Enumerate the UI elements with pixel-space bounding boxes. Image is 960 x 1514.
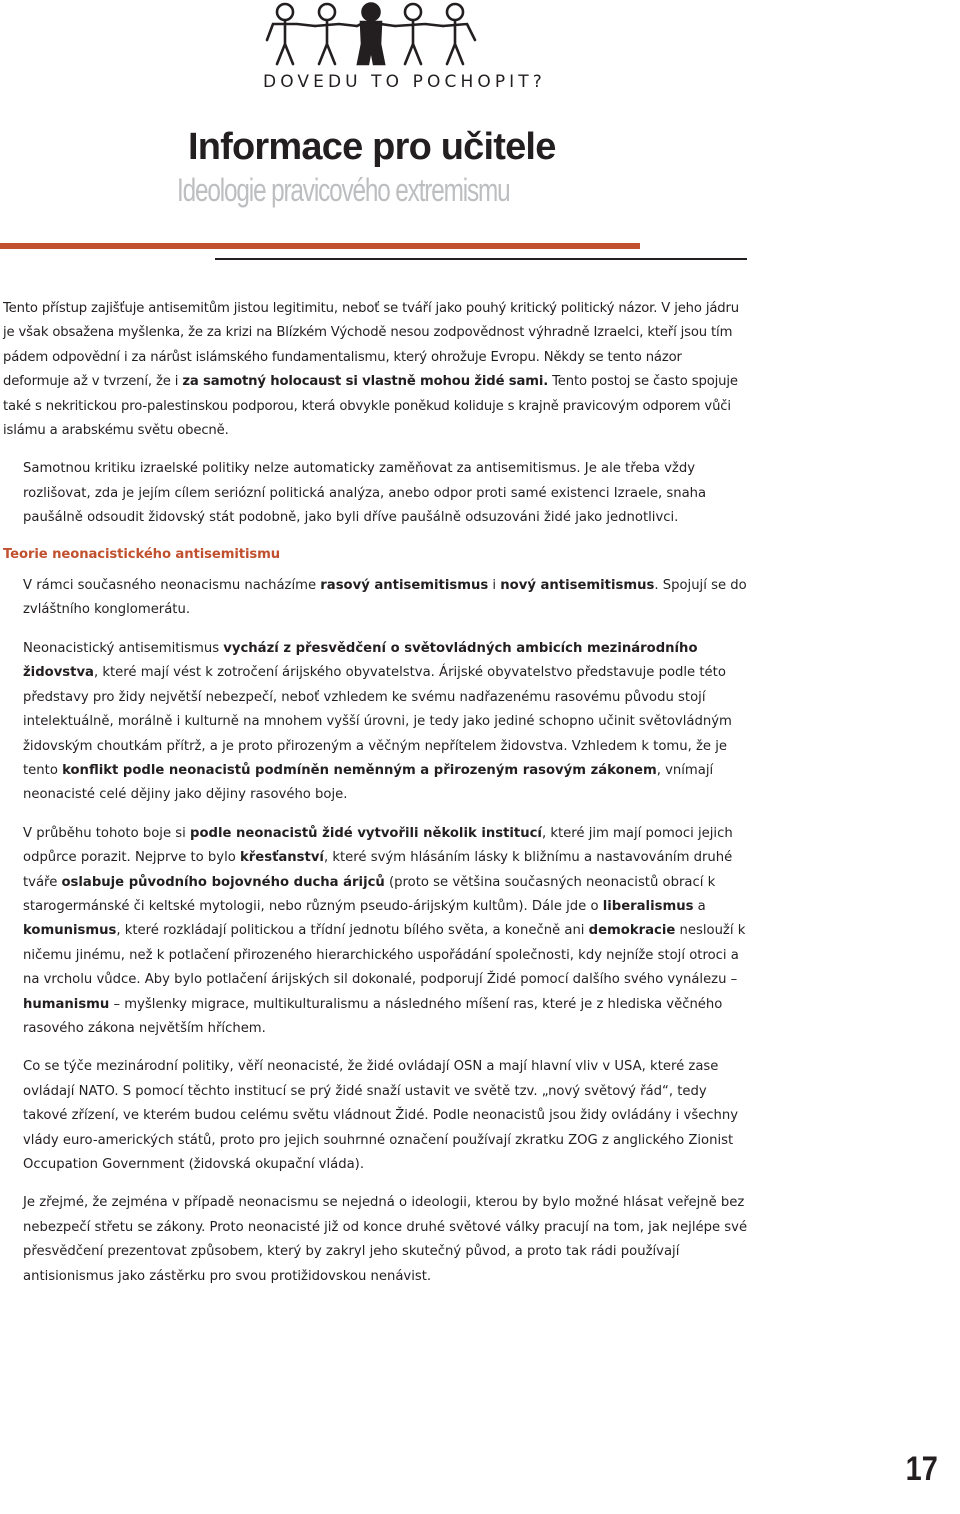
article-body [3,297,749,1289]
people-holding-hands-icon [263,0,495,68]
text-run: , vnímají neonacisté celé dějiny jako dějiny rasového boje. [23,762,714,803]
text-run: Tento postoj se často spojuje také s nekritickou pro-palestinskou podporou, která obvykle poněkud koliduje s krajně pravicovým odporem vůči islámu a arabskému světu obecně. [3,374,738,439]
text-run: Neonacistický antisemitismus [23,640,224,656]
paragraph-antizionism: Je zřejmé, že zejména v případě neonacismu se nejedná o ideologii, kterou by bylo možné hlásat veřejně bez nebezpečí střetu se zákony. Proto neonacisté již od konce druhé světové války pracují na tom, jak nejlépe své přesvědčení prezentovat způsobem, který by zakryl jeho skutečný původ, a proto tak rádi používají antisionismus jako zástěrku pro svou protižidovskou nenávist. [23,1195,748,1284]
text-run: V rámci současného neonacismu nacházíme [23,578,321,594]
emphasis: konflikt podle neonacistů podmíněn neměnným a přirozeným rasovým zákonem [62,762,657,778]
emphasis: humanismu [23,996,110,1012]
text-run: – myšlenky migrace, multikulturalismu a následného míšení ras, které je z hlediska věčného rasového zákona největším hříchem. [23,996,723,1036]
emphasis: nový antisemitismus [500,578,655,594]
text-run: i [488,578,501,594]
emphasis: oslabuje původního bojovného ducha árijců [61,874,385,890]
text-run: Tento přístup zajišťuje antisemitům jistou legitimitu, neboť se tváří jako pouhý kritický politický názor. V jeho jádru je však obsažena myšlenka, že za krizi na Blízkém Východě nesou zodpovědnost výhradně Izraelci, kteří jsou tím pádem odpovědní i za nárůst islámského fundamentalismu, který ohrožuje Evropu. Někdy se tento názor deformuje až v tvrzení, že i [3,301,739,390]
accent-bar [0,243,640,249]
emphasis: za samotný holocaust si vlastně mohou židé sami. [182,374,549,390]
logo [255,0,546,98]
text-run: , které mají vést k zotročení árijského obyvatelstva. Árijské obyvatelstvo představuje podle této představy pro židy největší nebezpečí, neboť vzhledem ke svému nadřazenému rasovému původu stojí intelektuálně, morálně i kulturně na mnohem vyšší úrovni, je tedy jako jediné schopno učinit světovládným židovským choutkám přítrž, a je proto přirozeným a věčným nepřítelem židovstva. Vzhledem k tomu, že je tento [23,665,732,778]
paragraph-institutions [3,822,749,1042]
paragraph-neonazi-antisemitism [3,637,749,808]
emphasis: komunismus [23,923,117,939]
page-title: Informace pro učitele [188,126,556,168]
divider-rule [215,258,747,260]
text-run: V průběhu tohoto boje si [23,825,190,841]
text-run: a [693,898,706,914]
text-run: , které rozkládají politickou a třídní jednotu bílého světa, a konečně ani [116,923,589,939]
text-run: . Spojují se do zvláštního konglomerátu. [23,578,747,618]
text-run: neslouží k ničemu jinému, než k potlačení přirozeného hierarchického uspořádání společnosti, kdy nejníže stojí otroci a na vrcholu vůdce. Aby bylo potlačení árijských sil dokonalé, podporují Židé pomocí dalšího svého vynálezu – [23,923,746,988]
emphasis: podle neonacistů židé vytvořili několik institucí [190,825,542,841]
emphasis: křesťanství [240,850,324,866]
section-heading: Teorie neonacistického antisemitismu [3,546,281,562]
page-number: 17 [905,1450,938,1488]
paragraph-intro [3,297,749,443]
paragraph-types [3,574,749,623]
logo-text: DOVEDU TO POCHOPIT? [263,72,546,92]
text-run: , které svým hlásáním lásky k bližnímu a nastavováním druhé tváře [23,850,733,890]
emphasis: vychází z přesvědčení o světovládných ambicích mezinárodního židovstva [23,640,698,681]
page-subtitle: Ideologie pravicového extremismu [177,172,510,208]
emphasis: rasový antisemitismus [320,578,489,594]
emphasis: demokracie [588,923,676,939]
emphasis: liberalismus [602,898,694,914]
text-run: , které jim mají pomoci jejich odpůrce porazit. Nejprve to bylo [23,825,733,866]
paragraph-criticism: Samotnou kritiku izraelské politiky nelze automaticky zaměňovat za antisemitismus. Je ale třeba vždy rozlišovat, zda je jejím cílem seriózní politická analýza, anebo odpor proti samé existenci Izraele, snaha paušálně odsoudit židovský stát podobně, jako byli dříve paušálně odsuzováni židé jako jednotlivci. [23,461,707,526]
paragraph-international-politics: Co se týče mezinárodní politiky, věří neonacisté, že židé ovládají OSN a mají hlavní vliv v USA, které zase ovládají NATO. S pomocí těchto institucí se prý židé snaží ustavit ve světě tzv. „nový světový řád“, tedy takové zřízení, ve kterém budou celému světu vládnout Židé. Podle neonacistů jsou židy ovládány i všechny vlády euro-amerických států, proto pro jejich souhrnné označení používají zkratku ZOG z anglického Zionist Occupation Government (židovská okupační vláda). [23,1059,739,1172]
text-run: (proto se většina současných neonacistů obrací k starogermánské či keltské mytologii, nebo různým pseudo-árijským kultům). Dále jde o [23,874,716,914]
